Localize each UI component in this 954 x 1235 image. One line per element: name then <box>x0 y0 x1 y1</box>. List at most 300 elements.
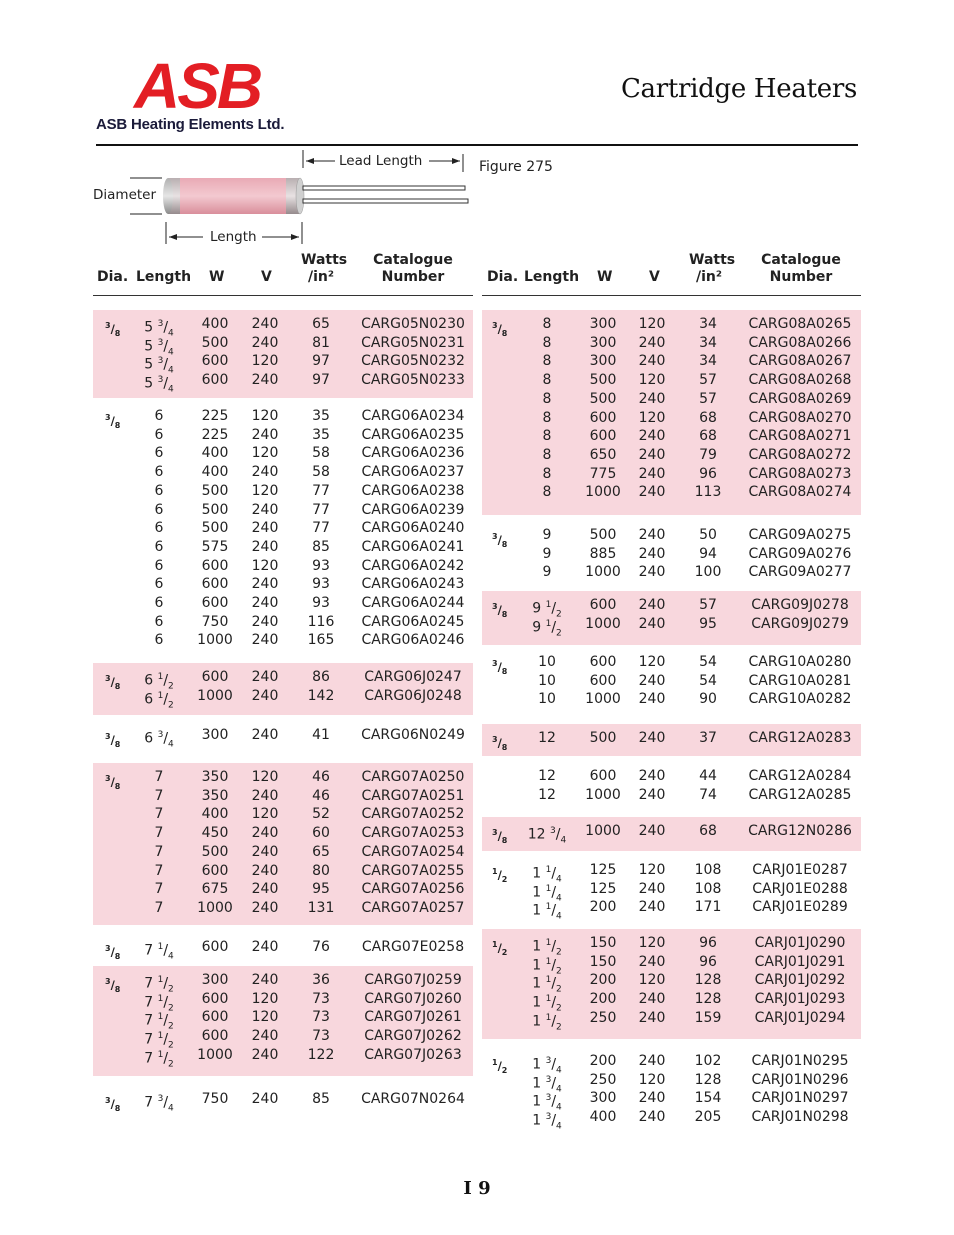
watts-cell: 650 <box>589 446 617 463</box>
watt-density-cell: 85 <box>312 1091 330 1107</box>
voltage-cell: 240 <box>251 843 279 860</box>
length-cell: 7 $^3/_4$ <box>144 1094 174 1114</box>
watt-density-cell: 171 <box>694 899 722 916</box>
catalogue-number-cell: CARG10A0281 <box>748 672 852 689</box>
catalogue-number-cell: CARG06A0238 <box>361 482 465 499</box>
col-catalogue <box>371 252 455 286</box>
watts-cell: 500 <box>201 520 229 537</box>
length-cell: 7 <box>154 769 164 785</box>
voltage-cell: 240 <box>638 545 666 562</box>
watt-density-cell: 34 <box>699 353 717 370</box>
voltage-cell: 240 <box>638 786 666 803</box>
voltage-cell: 240 <box>638 768 666 784</box>
voltage-cell: 240 <box>251 501 279 518</box>
page-number: I 9 <box>463 1178 491 1199</box>
voltage-cell: 240 <box>251 576 279 593</box>
length-cell: 7 $^1/_4$ <box>144 942 174 962</box>
col-catalogue <box>759 252 843 286</box>
catalogue-number-cell: CARG08A0272 <box>748 446 852 463</box>
voltage-cell: 240 <box>251 862 279 879</box>
catalogue-number-cell: CARG09A0275 <box>748 527 852 543</box>
logo-text: ASB <box>134 54 261 116</box>
watt-density-cell: 97 <box>312 353 330 370</box>
watts-cell: 500 <box>201 334 229 351</box>
watts-cell: 1000 <box>197 687 233 704</box>
watt-density-cell: 97 <box>312 372 330 389</box>
watts-cell: 1000 <box>585 615 621 632</box>
watts-cell: 775 <box>589 465 617 482</box>
watts-cell: 225 <box>201 426 229 443</box>
watt-density-cell: 73 <box>312 990 330 1007</box>
watt-density-cell: 116 <box>307 613 335 630</box>
watt-density-cell: 36 <box>312 972 330 988</box>
watts-cell: 300 <box>589 353 617 370</box>
watt-density-cell: 68 <box>699 428 717 445</box>
voltage-cell: 240 <box>251 334 279 351</box>
watts-cell: 600 <box>201 939 229 955</box>
catalogue-number-cell: CARG09J0278 <box>751 597 849 613</box>
watt-density-cell: 68 <box>699 823 717 839</box>
length-cell: 9 <box>542 527 552 543</box>
voltage-cell: 120 <box>251 445 279 462</box>
watts-cell: 200 <box>589 1053 617 1069</box>
catalogue-number-cell: CARG06A0234 <box>361 408 465 424</box>
watt-density-cell: 122 <box>307 1046 335 1063</box>
voltage-cell: 240 <box>638 1090 666 1107</box>
voltage-cell: 120 <box>638 372 666 389</box>
col-cat-line2: Number <box>381 269 445 285</box>
voltage-cell: 120 <box>638 316 666 332</box>
diameter-cell: $^3/_8$ <box>492 532 508 550</box>
voltage-cell: 120 <box>251 557 279 574</box>
catalogue-number-cell: CARG06A0244 <box>361 595 465 611</box>
col-watts-line2: /in² <box>307 269 334 285</box>
watt-density-cell: 77 <box>312 520 330 537</box>
diameter-cell: $^3/_8$ <box>105 321 121 339</box>
row-group <box>482 724 861 756</box>
watts-cell: 600 <box>201 372 229 389</box>
watts-cell: 600 <box>201 595 229 611</box>
col-dia: Dia. <box>487 269 519 285</box>
row-group <box>93 402 473 652</box>
catalogue-number-cell: CARG12A0285 <box>748 786 852 803</box>
catalogue-number-cell: CARJ01J0293 <box>754 991 846 1008</box>
watt-density-cell: 76 <box>312 939 330 955</box>
length-cell: 8 <box>542 465 552 482</box>
watt-density-cell: 108 <box>694 880 722 897</box>
length-cell: 6 <box>154 464 164 481</box>
voltage-cell: 240 <box>638 446 666 463</box>
col-dia: Dia. <box>97 269 129 285</box>
watt-density-cell: 96 <box>699 953 717 970</box>
watts-cell: 150 <box>589 953 617 970</box>
voltage-cell: 240 <box>638 428 666 445</box>
col-length: Length <box>524 269 580 285</box>
voltage-cell: 240 <box>638 615 666 632</box>
watt-density-cell: 93 <box>312 595 330 611</box>
watts-cell: 600 <box>589 654 617 670</box>
watts-cell: 400 <box>589 1109 617 1126</box>
length-cell: 6 <box>154 482 164 499</box>
catalogue-number-cell: CARG08A0267 <box>748 353 852 370</box>
watt-density-cell: 102 <box>694 1053 722 1069</box>
left-table-header <box>93 250 473 296</box>
watt-density-cell: 52 <box>312 806 330 823</box>
watts-cell: 1000 <box>197 899 233 916</box>
watt-density-cell: 108 <box>694 862 722 878</box>
catalogue-number-cell: CARG08A0271 <box>748 428 852 445</box>
voltage-cell: 240 <box>638 484 666 501</box>
watts-cell: 400 <box>201 316 229 332</box>
watts-cell: 250 <box>589 1009 617 1026</box>
col-v: V <box>261 269 272 285</box>
length-cell: 1 $^1/_2$ <box>532 1012 562 1033</box>
watts-cell: 675 <box>201 881 229 898</box>
catalogue-number-cell: CARG09A0276 <box>748 545 852 562</box>
watt-density-cell: 95 <box>312 881 330 898</box>
diameter-cell: $^3/_8$ <box>492 321 508 339</box>
catalogue-number-cell: CARG07E0258 <box>361 939 465 955</box>
watts-cell: 600 <box>201 557 229 574</box>
watt-density-cell: 77 <box>312 501 330 518</box>
length-cell: 6 <box>154 408 164 424</box>
watt-density-cell: 77 <box>312 482 330 499</box>
row-group <box>482 591 861 645</box>
watts-cell: 300 <box>201 972 229 988</box>
header-rule <box>96 144 858 146</box>
voltage-cell: 240 <box>251 825 279 842</box>
watt-density-cell: 60 <box>312 825 330 842</box>
col-cat-line1: Catalogue <box>373 252 453 268</box>
voltage-cell: 240 <box>251 426 279 443</box>
catalogue-number-cell: CARG06A0243 <box>361 576 465 593</box>
length-cell: 8 <box>542 372 552 389</box>
watt-density-cell: 65 <box>312 316 330 332</box>
length-cell: 1 $^3/_4$ <box>532 1056 562 1076</box>
catalogue-number-cell: CARG06A0235 <box>361 426 465 443</box>
watt-density-cell: 79 <box>699 446 717 463</box>
catalogue-number-cell: CARJ01J0292 <box>754 972 846 989</box>
voltage-cell: 240 <box>638 691 666 708</box>
diameter-cell: $^3/_8$ <box>492 602 508 620</box>
watt-density-cell: 65 <box>312 843 330 860</box>
length-cell: 7 $^1/_2$ <box>144 1049 174 1070</box>
length-cell: 6 <box>154 426 164 443</box>
length-cell: 7 $^1/_2$ <box>144 1012 174 1032</box>
watt-density-cell: 94 <box>699 545 717 562</box>
length-cell: 1 $^1/_4$ <box>532 883 562 904</box>
length-cell: 7 <box>154 787 164 804</box>
length-cell: 10 <box>538 672 556 689</box>
length-cell: 7 <box>154 843 164 860</box>
catalogue-number-cell: CARG06A0239 <box>361 501 465 518</box>
voltage-cell: 240 <box>638 823 666 839</box>
watts-cell: 600 <box>589 768 617 784</box>
length-cell: 10 <box>538 654 556 670</box>
voltage-cell: 120 <box>638 972 666 989</box>
row-group <box>93 1085 473 1115</box>
catalogue-number-cell: CARG12A0283 <box>748 730 852 746</box>
length-cell: 5 $^3/_4$ <box>144 356 174 376</box>
voltage-cell: 120 <box>251 482 279 499</box>
diameter-cell: $^1/_2$ <box>492 1058 508 1076</box>
length-cell: 6 <box>154 538 164 555</box>
voltage-cell: 240 <box>638 953 666 970</box>
watts-cell: 1000 <box>197 632 233 649</box>
watt-density-cell: 73 <box>312 1009 330 1026</box>
watt-density-cell: 81 <box>312 334 330 351</box>
length-cell: 6 $^1/_2$ <box>144 672 174 692</box>
watts-cell: 300 <box>589 1090 617 1107</box>
catalogue-number-cell: CARG06A0237 <box>361 464 465 481</box>
watts-cell: 250 <box>589 1071 617 1088</box>
row-group <box>93 310 473 398</box>
col-length: Length <box>136 269 192 285</box>
catalogue-number-cell: CARG08A0269 <box>748 390 852 407</box>
row-group <box>482 762 861 806</box>
voltage-cell: 240 <box>638 334 666 351</box>
voltage-cell: 240 <box>251 881 279 898</box>
voltage-cell: 240 <box>638 390 666 407</box>
watt-density-cell: 154 <box>694 1090 722 1107</box>
watts-cell: 1000 <box>585 691 621 708</box>
catalogue-number-cell: CARG10A0282 <box>748 691 852 708</box>
length-cell: 5 $^3/_4$ <box>144 375 174 395</box>
voltage-cell: 240 <box>638 899 666 916</box>
length-cell: 1 $^1/_2$ <box>532 994 562 1014</box>
catalogue-number-cell: CARG07J0259 <box>364 972 462 988</box>
watt-density-cell: 128 <box>694 972 722 989</box>
voltage-cell: 240 <box>638 1009 666 1026</box>
watts-cell: 750 <box>201 613 229 630</box>
voltage-cell: 240 <box>251 687 279 704</box>
watts-cell: 600 <box>589 597 617 613</box>
voltage-cell: 120 <box>638 935 666 951</box>
catalogue-number-cell: CARG07J0263 <box>364 1046 462 1063</box>
voltage-cell: 240 <box>251 727 279 743</box>
voltage-cell: 240 <box>251 372 279 389</box>
voltage-cell: 120 <box>251 806 279 823</box>
voltage-cell: 240 <box>251 899 279 916</box>
watt-density-cell: 57 <box>699 597 717 613</box>
row-group <box>93 721 473 753</box>
voltage-cell: 120 <box>251 408 279 424</box>
watts-cell: 400 <box>201 464 229 481</box>
length-cell: 8 <box>542 484 552 501</box>
watt-density-cell: 96 <box>699 465 717 482</box>
catalogue-number-cell: CARG07A0257 <box>361 899 465 916</box>
watt-density-cell: 95 <box>699 615 717 632</box>
diameter-cell: $^3/_8$ <box>492 828 508 846</box>
length-cell: 7 $^1/_2$ <box>144 1031 174 1051</box>
right-table-header <box>482 250 861 296</box>
voltage-cell: 240 <box>251 787 279 804</box>
diameter-cell: $^3/_8$ <box>105 674 121 692</box>
voltage-cell: 120 <box>638 862 666 878</box>
col-cat-line1: Catalogue <box>761 252 841 268</box>
voltage-cell: 240 <box>251 613 279 630</box>
watts-cell: 600 <box>589 428 617 445</box>
catalogue-number-cell: CARG05N0230 <box>361 316 465 332</box>
watt-density-cell: 34 <box>699 316 717 332</box>
length-cell: 10 <box>538 691 556 708</box>
watt-density-cell: 41 <box>312 727 330 743</box>
voltage-cell: 240 <box>251 538 279 555</box>
length-cell: 6 <box>154 613 164 630</box>
length-cell: 1 $^1/_4$ <box>532 865 562 885</box>
catalogue-number-cell: CARG06J0248 <box>364 687 462 704</box>
diameter-cell: $^3/_8$ <box>492 659 508 677</box>
voltage-cell: 120 <box>638 409 666 426</box>
col-cat-line2: Number <box>769 269 833 285</box>
catalogue-number-cell: CARJ01E0289 <box>752 899 848 916</box>
watt-density-cell: 57 <box>699 372 717 389</box>
diameter-cell: $^3/_8$ <box>492 735 508 753</box>
watts-cell: 400 <box>201 445 229 462</box>
row-group <box>482 929 861 1039</box>
length-cell: 6 <box>154 595 164 611</box>
voltage-cell: 240 <box>638 991 666 1008</box>
catalogue-number-cell: CARG09J0279 <box>751 615 849 632</box>
row-group <box>93 663 473 715</box>
length-cell: 7 $^1/_2$ <box>144 975 174 995</box>
catalogue-number-cell: CARG08A0265 <box>748 316 852 332</box>
watts-cell: 600 <box>201 1028 229 1045</box>
watts-cell: 500 <box>589 730 617 746</box>
watts-cell: 600 <box>201 353 229 370</box>
watts-cell: 600 <box>589 409 617 426</box>
watts-cell: 500 <box>589 390 617 407</box>
watt-density-cell: 131 <box>307 899 335 916</box>
voltage-cell: 240 <box>638 597 666 613</box>
length-cell: 8 <box>542 428 552 445</box>
watts-cell: 750 <box>201 1091 229 1107</box>
watt-density-cell: 80 <box>312 862 330 879</box>
catalogue-number-cell: CARG06A0240 <box>361 520 465 537</box>
watt-density-cell: 35 <box>312 426 330 443</box>
watt-density-cell: 57 <box>699 390 717 407</box>
watt-density-cell: 96 <box>699 935 717 951</box>
catalogue-number-cell: CARG05N0232 <box>361 353 465 370</box>
length-cell: 6 $^3/_4$ <box>144 730 174 750</box>
voltage-cell: 240 <box>251 669 279 685</box>
length-cell: 8 <box>542 409 552 426</box>
watts-cell: 225 <box>201 408 229 424</box>
diameter-cell: $^3/_8$ <box>105 732 121 750</box>
watts-cell: 125 <box>589 880 617 897</box>
catalogue-number-cell: CARG08A0273 <box>748 465 852 482</box>
length-cell: 7 <box>154 881 164 898</box>
voltage-cell: 240 <box>251 520 279 537</box>
voltage-cell: 120 <box>251 1009 279 1026</box>
voltage-cell: 240 <box>251 1046 279 1063</box>
diameter-cell: $^3/_8$ <box>105 1096 121 1114</box>
length-cell: 7 <box>154 862 164 879</box>
length-cell: 8 <box>542 446 552 463</box>
length-cell: 6 <box>154 445 164 462</box>
length-cell: 7 <box>154 806 164 823</box>
figure-caption: Figure 275 <box>479 159 553 175</box>
catalogue-number-cell: CARG06A0245 <box>361 613 465 630</box>
watt-density-cell: 205 <box>694 1109 722 1126</box>
watts-cell: 1000 <box>585 786 621 803</box>
watt-density-cell: 85 <box>312 538 330 555</box>
catalogue-number-cell: CARG07J0261 <box>364 1009 462 1026</box>
watt-density-cell: 93 <box>312 557 330 574</box>
catalogue-number-cell: CARJ01E0288 <box>752 880 848 897</box>
length-cell: 12 <box>538 786 556 803</box>
catalogue-number-cell: CARG06N0249 <box>361 727 465 743</box>
length-cell: 7 $^1/_2$ <box>144 993 174 1014</box>
watts-cell: 885 <box>589 545 617 562</box>
col-watts-line2: /in² <box>695 269 722 285</box>
catalogue-number-cell: CARJ01N0298 <box>751 1109 849 1126</box>
col-watts-line1: Watts <box>689 252 736 268</box>
voltage-cell: 240 <box>251 632 279 649</box>
voltage-cell: 240 <box>638 880 666 897</box>
voltage-cell: 240 <box>251 1091 279 1107</box>
watt-density-cell: 93 <box>312 576 330 593</box>
watt-density-cell: 54 <box>699 672 717 689</box>
row-group <box>482 856 861 924</box>
catalogue-number-cell: CARG07A0252 <box>361 806 465 823</box>
length-cell: 8 <box>542 316 552 332</box>
length-cell: 9 <box>542 545 552 562</box>
watt-density-cell: 34 <box>699 334 717 351</box>
catalogue-number-cell: CARG06A0236 <box>361 445 465 462</box>
watt-density-cell: 58 <box>312 464 330 481</box>
diameter-label: Diameter <box>93 187 157 203</box>
watts-cell: 600 <box>589 672 617 689</box>
asb-logo-mark <box>132 54 282 116</box>
watt-density-cell: 74 <box>699 786 717 803</box>
catalogue-number-cell: CARG07J0260 <box>364 990 462 1007</box>
voltage-cell: 240 <box>638 564 666 581</box>
length-cell: 1 $^1/_4$ <box>532 902 562 922</box>
catalogue-number-cell: CARG06A0241 <box>361 538 465 555</box>
company-name: ASB Heating Elements Ltd. <box>96 116 285 133</box>
watt-density-cell: 100 <box>694 564 722 581</box>
length-cell: 7 <box>154 825 164 842</box>
watts-cell: 300 <box>589 316 617 332</box>
watts-cell: 125 <box>589 862 617 878</box>
watts-cell: 200 <box>589 899 617 916</box>
length-cell: 6 <box>154 501 164 518</box>
watts-cell: 600 <box>201 862 229 879</box>
watts-cell: 200 <box>589 972 617 989</box>
watts-cell: 575 <box>201 538 229 555</box>
catalogue-number-cell: CARG05N0233 <box>361 372 465 389</box>
catalogue-number-cell: CARG07A0251 <box>361 787 465 804</box>
watt-density-cell: 142 <box>307 687 335 704</box>
col-watts <box>301 252 348 286</box>
voltage-cell: 240 <box>251 464 279 481</box>
col-w: W <box>209 269 225 285</box>
voltage-cell: 240 <box>251 972 279 988</box>
catalogue-number-cell: CARG05N0231 <box>361 334 465 351</box>
length-cell: 6 <box>154 632 164 649</box>
catalogue-number-cell: CARJ01J0290 <box>754 935 846 951</box>
voltage-cell: 120 <box>638 654 666 670</box>
length-cell: 1 $^1/_2$ <box>532 938 562 958</box>
voltage-cell: 240 <box>638 1109 666 1126</box>
row-group <box>482 521 861 589</box>
heater-figure <box>90 150 480 250</box>
watt-density-cell: 159 <box>694 1009 722 1026</box>
voltage-cell: 240 <box>638 527 666 543</box>
catalogue-number-cell: CARG09A0277 <box>748 564 852 581</box>
length-cell: 8 <box>542 390 552 407</box>
